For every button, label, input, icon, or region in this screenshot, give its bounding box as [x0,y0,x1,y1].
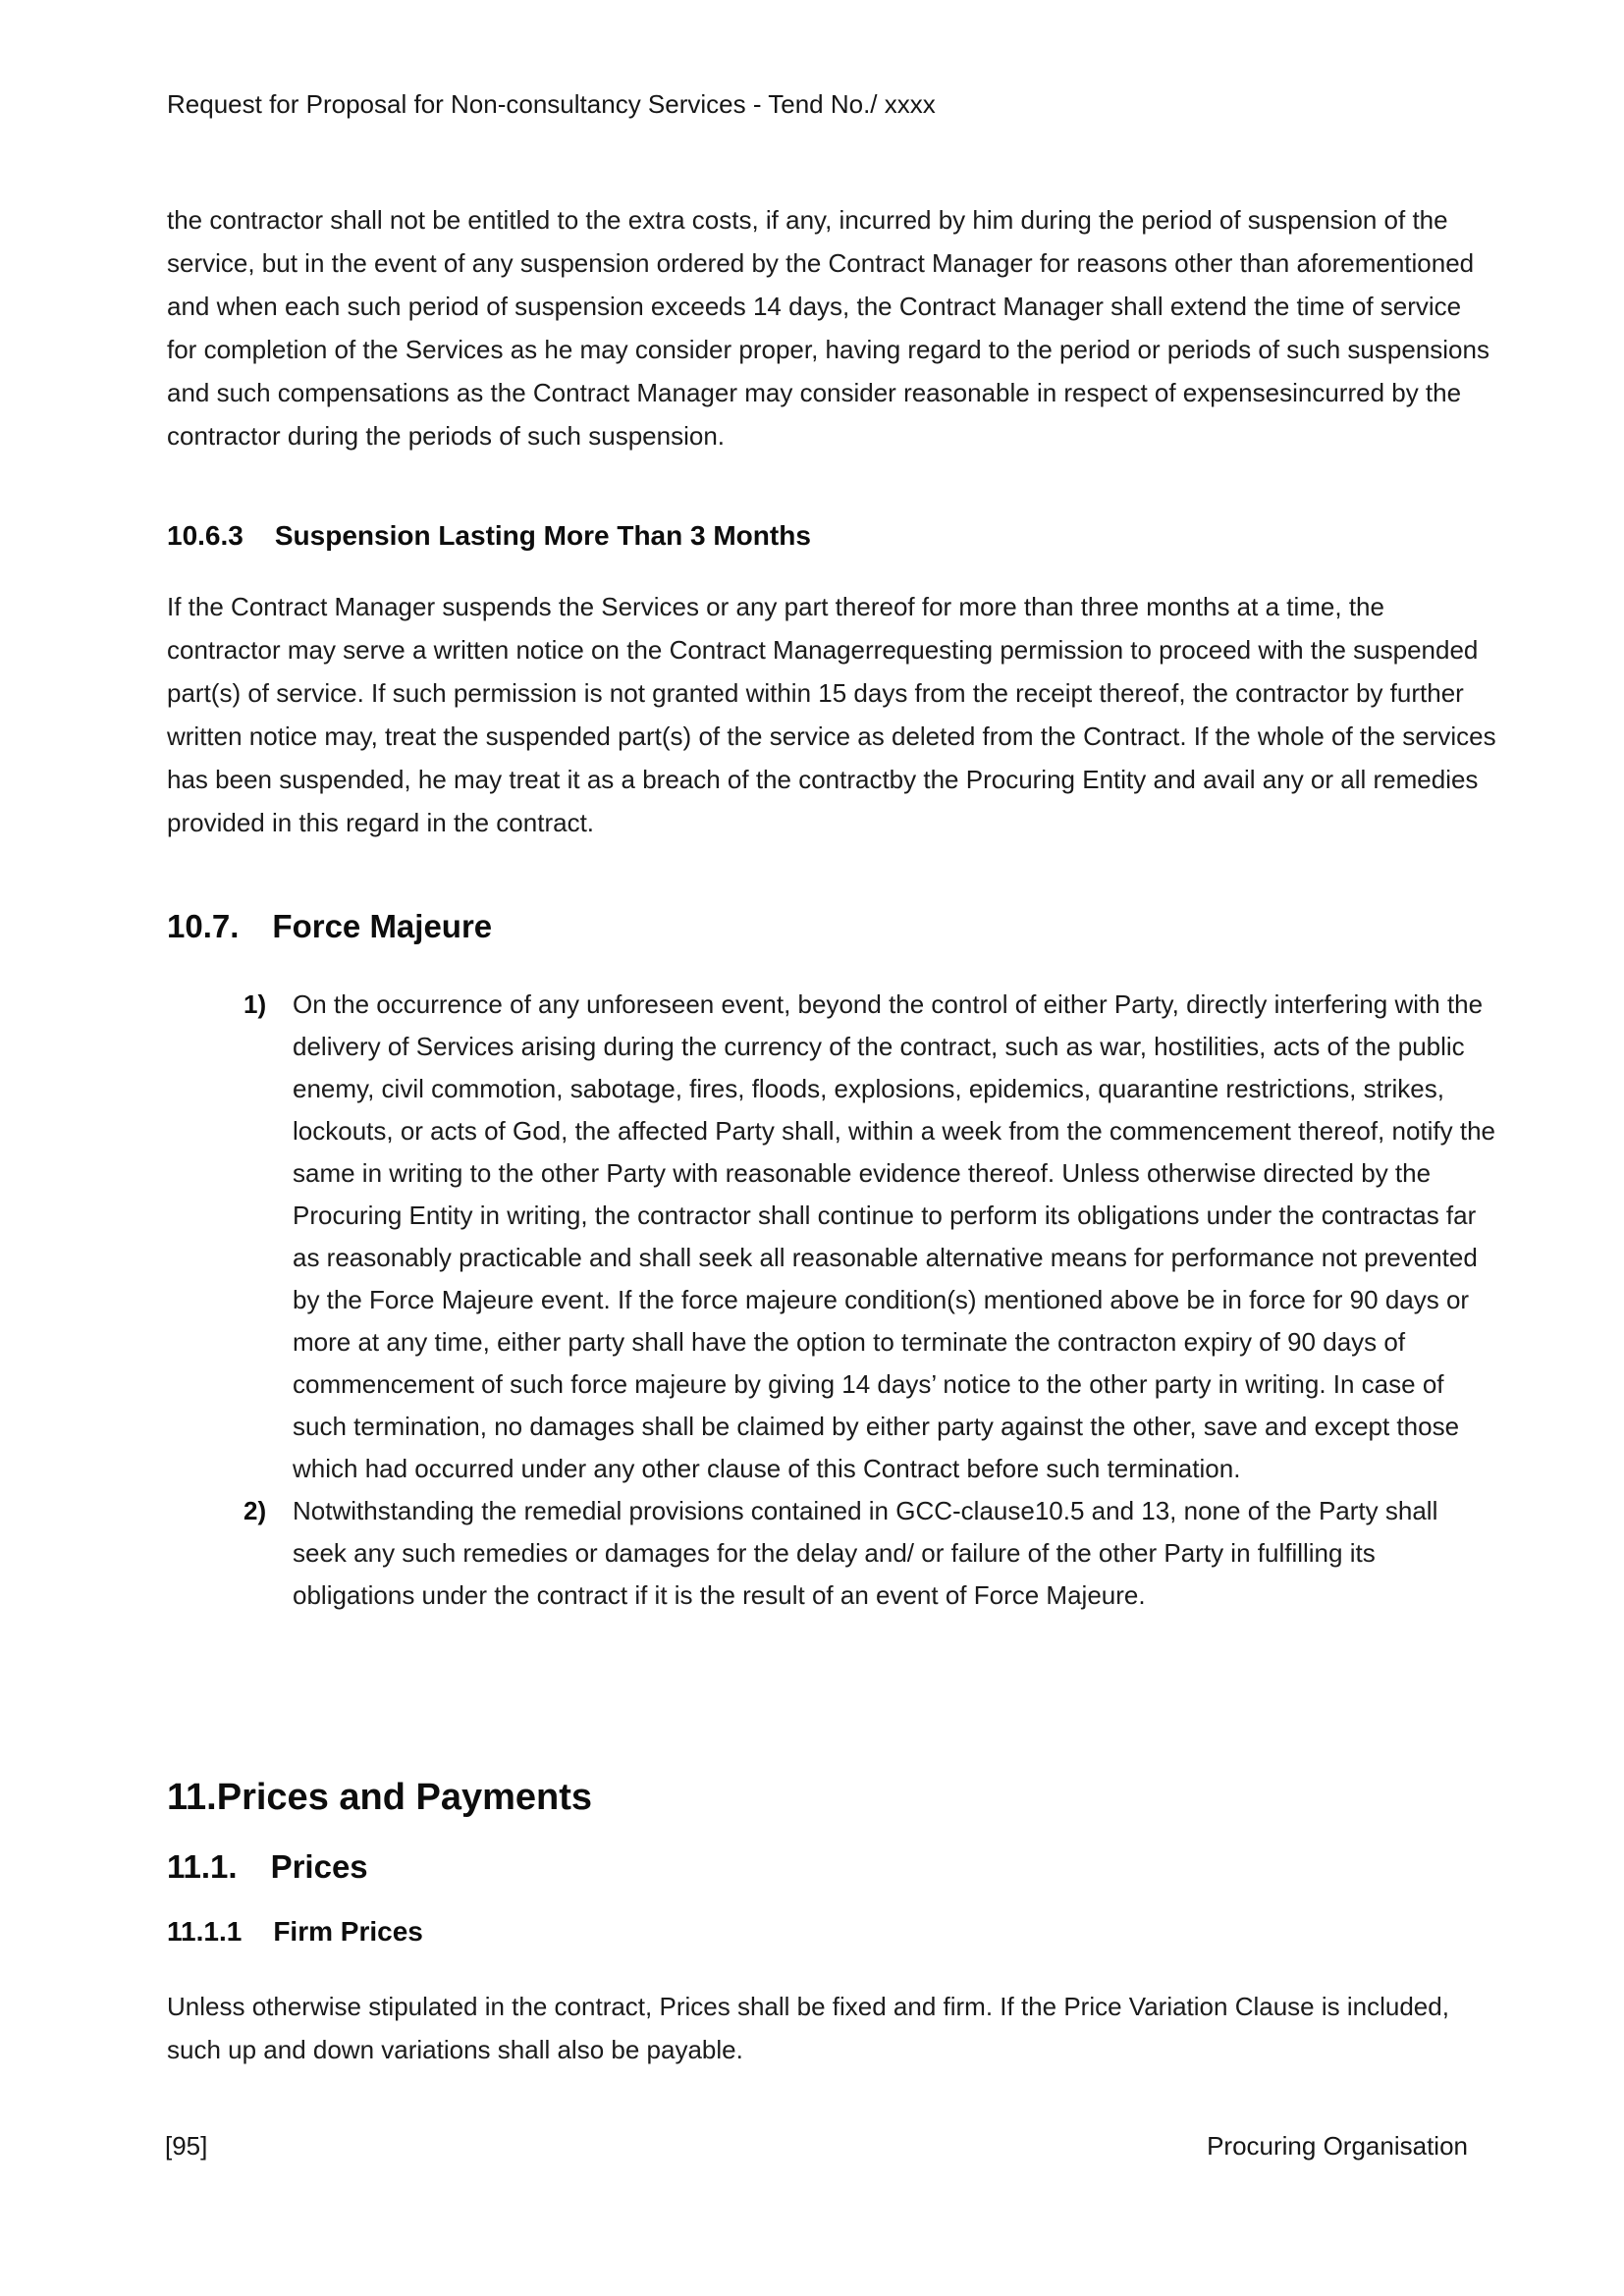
heading-title: Prices and Payments [216,1777,593,1818]
heading-title: Firm Prices [273,1916,423,1947]
heading-number: 11.1. [167,1848,238,1885]
heading-title: Suspension Lasting More Than 3 Months [274,520,811,551]
heading-11-1 [167,1845,1497,1889]
heading-10-7 [167,905,1497,948]
heading-number: 11. [167,1777,217,1818]
page-header: Request for Proposal for Non-consultancy Services - Tend No./ xxxx [167,89,936,119]
heading-number: 10.7. [167,908,240,944]
list-item [167,984,1497,1490]
page-footer [165,2128,1468,2163]
heading-title: Force Majeure [272,908,493,944]
list-item-text: Notwithstanding the remedial provisions contained in GCC-clause10.5 and 13, none of the Party shall seek any such remedies or damages for the delay and/ or failure of the other Party in fulfilling its obligations under the contract if it is the result of an event of Force Majeure. [293,1496,1438,1610]
list-item-number: 2) [244,1496,267,1525]
heading-number: 10.6.3 [167,520,244,551]
paragraph-suspension-costs: the contractor shall not be entitled to the extra costs, if any, incurred by him during the period of suspension of the service, but in the event of any suspension ordered by the Contract Manager for reasons other than aforementioned and when each such period of suspension exceeds 14 days, the Contract Manager shall extend the time of service for completion of the Services as he may consider proper, having regard to the period or periods of such suspensions and such compensations as the Contract Manager may consider reasonable in respect of expensesincurred by the contractor during the periods of such suspension. [167,205,1489,451]
list-item-text: On the occurrence of any unforeseen event, beyond the control of either Party, directly interfering with the delivery of Services arising during the currency of the contract, such as war, hostilities, acts of the public enemy, civil commotion, sabotage, fires, floods, explosions, epidemics, quarantine restrictions, strikes, lockouts, or acts of God, the affected Party shall, within a week from the commencement thereof, notify the same in writing to the other Party with reasonable evidence thereof. Unless otherwise directed by the Procuring Entity in writing, the contractor shall continue to perform its obligations under the contractas far as reasonably practicable and shall seek all reasonable alternative means for performance not prevented by the Force Majeure event. If the force majeure condition(s) mentioned above be in force for 90 days or more at any time, either party shall have the option to terminate the contracton expiry of 90 days of commencement of such force majeure by giving 14 days’ notice to the other party in writing. In case of such termination, no damages shall be claimed by either party against the other, save and except those which had occurred under any other clause of this Contract before such termination. [293,989,1496,1483]
heading-title: Prices [270,1848,368,1885]
heading-10-6-3 [167,518,1497,554]
paragraph-suspension-3-months: If the Contract Manager suspends the Services or any part thereof for more than three months at a time, the contractor may serve a written notice on the Contract Managerrequesting permission to proceed with the suspended part(s) of service. If such permission is not granted within 15 days from the receipt thereof, the contractor by further written notice may, treat the suspended part(s) of the service as deleted from the Contract. If the whole of the services has been suspended, he may treat it as a breach of the contractby the Procuring Entity and avail any or all remedies provided in this regard in the contract. [167,592,1496,837]
force-majeure-list [167,984,1497,1617]
heading-number: 11.1.1 [167,1916,243,1947]
heading-11-1-1 [167,1914,1497,1949]
paragraph-firm-prices: Unless otherwise stipulated in the contract, Prices shall be fixed and firm. If the Price Variation Clause is included, such up and down variations shall also be payable. [167,1992,1449,2064]
list-item-number: 1) [244,989,267,1019]
page-number: [95] [165,2131,208,2161]
list-item [167,1490,1497,1617]
footer-organisation: Procuring Organisation [1207,2131,1468,2161]
heading-11 [167,1773,1497,1822]
